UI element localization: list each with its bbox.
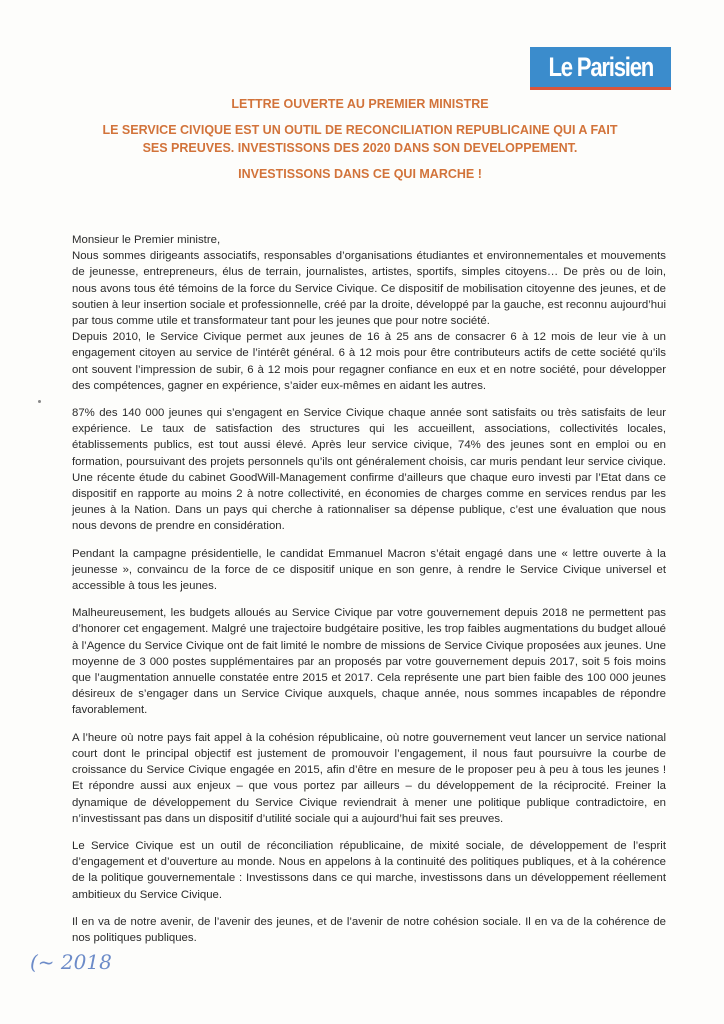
paragraph-closing: Il en va de notre avenir, de l’avenir des jeunes, et de l’avenir de notre cohésion sociale. Il en va de la cohérence de nos politiques publiques. xyxy=(72,915,666,944)
heading-main-line-1: LE SERVICE CIVIQUE EST UN OUTIL DE RECONCILIATION REPUBLICAINE QUI A FAIT xyxy=(102,123,618,137)
logo-text: Le Parisien xyxy=(548,51,653,82)
letter-headings xyxy=(60,97,660,181)
letter-body xyxy=(72,232,666,946)
le-parisien-logo xyxy=(530,47,671,90)
heading-slogan: INVESTISSONS DANS CE QUI MARCHE ! xyxy=(238,167,482,181)
paragraph-cohesion: A l’heure où notre pays fait appel à la cohésion républicaine, où notre gouvernement veut lancer un service national court dont le principal objectif est justement de promouvoir l’engagement, il nous faut poursuivre la courbe de croissance du Service Civique engagée en 2015, afin d’être en mesure de le proposer peu à peu à tous les jeunes ! Et répondre aussi aux enjeux – que vous portez par ailleurs – du développement de la réciprocité. Freiner la dynamique de développement du Service Civique reviendrait à mener une politique publique contradictoire, en n’investissant pas dans un dispositif d’utilité sociale qui a aujourd’hui fait ses preuves. xyxy=(72,731,666,825)
paragraph-campaign: Pendant la campagne présidentielle, le candidat Emmanuel Macron s’était engagé dans une « lettre ouverte à la jeunesse », convaincu de la force de ce dispositif unique en son genre, à rendre le Service Civique universel et accessible à tous les jeunes. xyxy=(72,547,666,593)
paragraph-since-2010: Depuis 2010, le Service Civique permet aux jeunes de 16 à 25 ans de consacrer 6 à 12 mois de leur vie à un engagement citoyen au service de l’intérêt général. 6 à 12 mois pour être contributeurs actifs de cette société qu’ils ont souvent l’impression de subir, 6 à 12 mois pour regagner confiance en eux et en notre société, pour développer des compétences, gagner en expérience, s’aider eux-mêmes en aidant les autres. xyxy=(72,331,666,392)
paragraph-intro: Nous sommes dirigeants associatifs, responsables d’organisations étudiantes et environnementales et mouvements de jeunesse, entrepreneurs, élus de terrain, journalistes, artistes, sportifs, simples citoyens… De près ou de loin, nous avons tous été témoins de la force du Service Civique. Ce dispositif de mobilisation citoyenne des jeunes, et de soutien à leur insertion sociale et professionnelle, créé par la droite, développé par la gauche, est reconnu aujourd’hui par tous comme utile et transformateur tant pour les jeunes que pour notre société. xyxy=(72,250,666,328)
scan-speck xyxy=(38,400,41,403)
salutation: Monsieur le Premier ministre, xyxy=(72,234,221,246)
paragraph-reconciliation: Le Service Civique est un outil de réconciliation républicaine, de mixité sociale, de développement de l’esprit d’engagement et d’ouverture au monde. Nous en appelons à la continuité des politiques publiques, et à la cohérence de la politique gouvernementale : Investissons dans ce qui marche, investissons dans un développement réellement ambitieux du Service Civique. xyxy=(72,839,666,901)
handwritten-date-note: (~ 2018 xyxy=(30,950,112,974)
paragraph-budgets: Malheureusement, les budgets alloués au Service Civique par votre gouvernement depuis 2018 ne permettent pas d’honorer cet engagement. Malgré une trajectoire budgétaire positive, les trop faibles augmentations du budget alloué à l’Agence du Service Civique ont de fait limité le nombre de missions de Service Civique proposées aux jeunes. Une moyenne de 3 000 postes supplémentaires par an proposés par votre gouvernement depuis 2017, soit 5 fois moins que l’augmentation annuelle constatée entre 2015 et 2017. Cela représente une part bien faible des 100 000 jeunes désireux de s’engager dans un Service Civique auxquels, chaque année, nous sommes incapables de répondre favorablement. xyxy=(72,607,666,717)
heading-open-letter: LETTRE OUVERTE AU PREMIER MINISTRE xyxy=(231,97,489,111)
heading-main-line-2: SES PREUVES. INVESTISSONS DES 2020 DANS SON DEVELOPPEMENT. xyxy=(142,141,578,155)
heading-main xyxy=(60,121,660,157)
paragraph-statistics: 87% des 140 000 jeunes qui s’engagent en Service Civique chaque année sont satisfaits ou très satisfaits de leur expérience. Le taux de satisfaction des structures qui les accueillent, associations, collectivités locales, établissements publics, est tout aussi élevé. Après leur service civique, 74% des jeunes sont en emploi ou en formation, poursuivant des projets personnels qu’ils ont généralement choisis, car muris pendant leur service civique. Une récente étude du cabinet GoodWill-Management confirme d’ailleurs que chaque euro investi par l’Etat dans ce dispositif en rapporte au moins 2 à notre collectivité, en économies de charges comme en services rendus par les jeunes à la Nation. Dans un pays qui cherche à rationnaliser sa dépense publique, c’est une évaluation que nous nous devons de prendre en considération. xyxy=(72,407,666,533)
